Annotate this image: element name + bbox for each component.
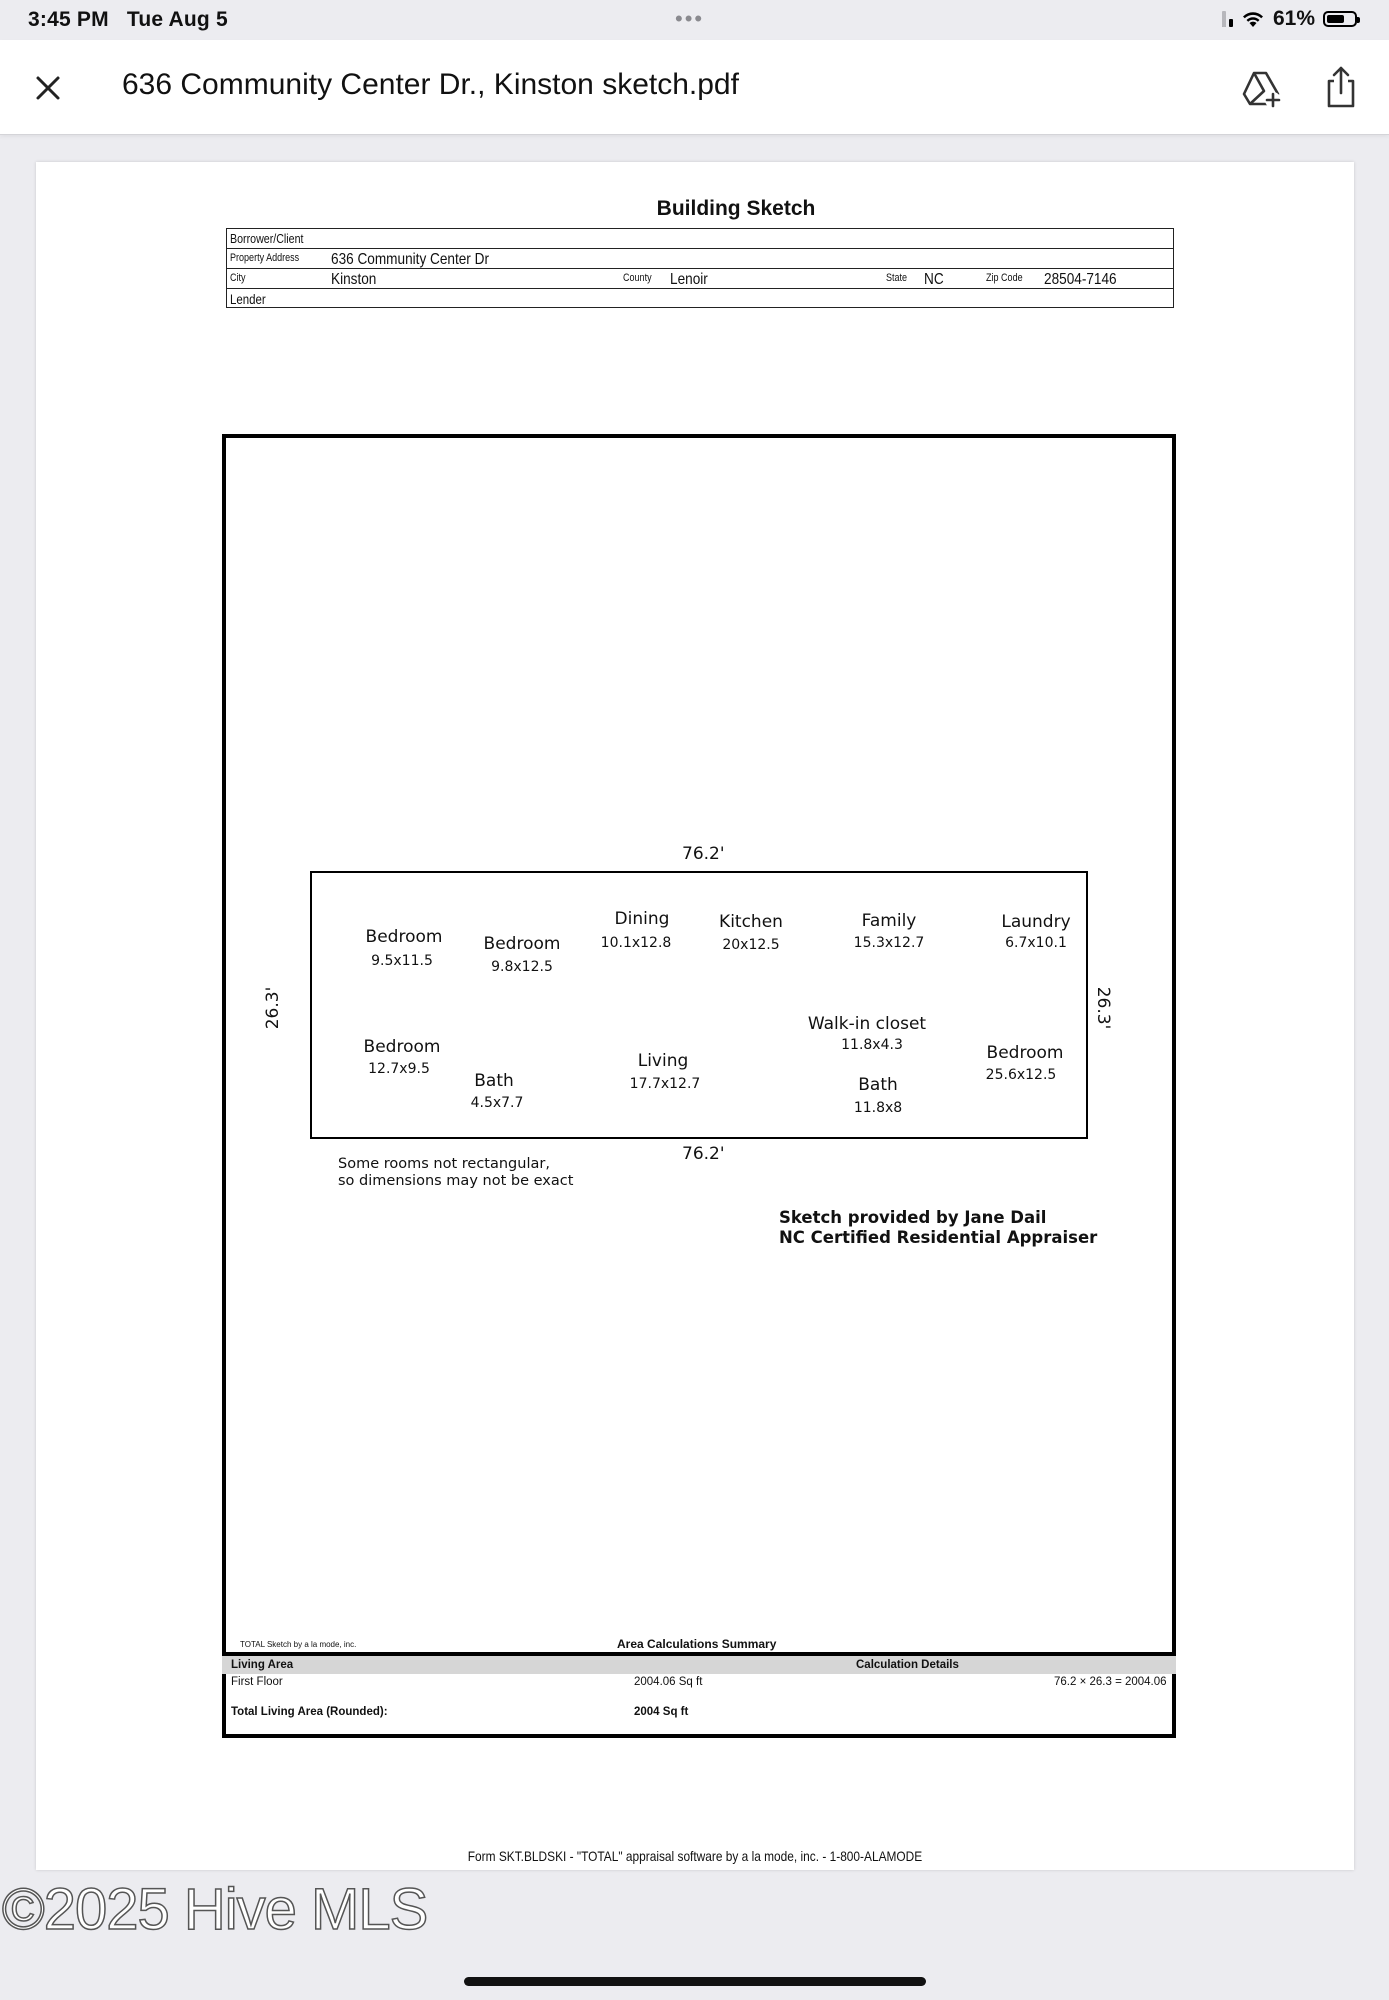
room-dims: 9.8x12.5 xyxy=(491,959,553,975)
dimension-note xyxy=(338,1156,573,1190)
total-living-area-value: 2004 Sq ft xyxy=(634,1706,689,1718)
first-floor-value: 2004.06 Sq ft xyxy=(634,1676,703,1688)
state-label: State xyxy=(886,272,908,284)
area-calculations-summary xyxy=(222,1652,1176,1734)
room-dims: 4.5x7.7 xyxy=(470,1095,524,1111)
pdf-page[interactable] xyxy=(36,162,1354,1870)
appraiser-credit xyxy=(779,1208,1097,1248)
room-name: Kitchen xyxy=(719,912,783,932)
battery-percent: 61% xyxy=(1272,7,1315,30)
room-name: Living xyxy=(637,1051,689,1071)
room-dims: 12.7x9.5 xyxy=(368,1061,430,1077)
room-name: Bath xyxy=(858,1075,898,1095)
more-dots-icon[interactable]: ••• xyxy=(675,6,705,31)
county-value: Lenoir xyxy=(670,271,708,288)
room-dims: 11.8x4.3 xyxy=(841,1037,903,1053)
status-bar xyxy=(0,0,1389,40)
borrower-label: Borrower/Client xyxy=(230,231,304,246)
battery-icon xyxy=(1323,11,1357,27)
bottom-dimension: 76.2' xyxy=(682,1144,725,1164)
credit-line: NC Certified Residential Appraiser xyxy=(779,1228,1098,1247)
wifi-icon xyxy=(1241,10,1265,28)
room-dims: 9.5x11.5 xyxy=(371,953,433,969)
property-row xyxy=(227,249,1173,269)
lender-row xyxy=(227,289,1173,309)
room-name: Family xyxy=(861,911,917,931)
cellular-signal-icon xyxy=(1222,11,1233,27)
share-button[interactable] xyxy=(1320,62,1362,112)
property-header-table xyxy=(226,228,1174,308)
home-indicator[interactable] xyxy=(464,1977,926,1986)
nav-bar xyxy=(0,40,1389,135)
close-icon xyxy=(28,68,68,108)
room-dims: 10.1x12.8 xyxy=(600,935,672,951)
room-dims: 11.8x8 xyxy=(853,1100,903,1116)
credit-line: Sketch provided by Jane Dail xyxy=(779,1208,1047,1227)
watermark: ©2025 Hive MLS xyxy=(2,1877,428,1942)
state-value: NC xyxy=(924,271,944,288)
summary-header-bar xyxy=(222,1656,1176,1674)
right-dimension: 26.3' xyxy=(1093,986,1113,1030)
date-text: Tue Aug 5 xyxy=(126,8,228,31)
add-to-drive-icon xyxy=(1238,65,1284,111)
form-footer: Form SKT.BLDSKI - "TOTAL" appraisal software by a la mode, inc. - 1-800-ALAMODE xyxy=(467,1848,923,1864)
software-note: TOTAL Sketch by a la mode, inc. xyxy=(240,1640,357,1649)
sketch-frame xyxy=(222,434,1176,1738)
room-name: Bedroom xyxy=(363,1037,441,1057)
room-dims: 17.7x12.7 xyxy=(629,1076,701,1092)
note-line: so dimensions may not be exact xyxy=(338,1173,574,1189)
room-name: Walk-in closet xyxy=(807,1014,927,1034)
first-floor-label: First Floor xyxy=(231,1676,283,1688)
total-living-area-label: Total Living Area (Rounded): xyxy=(231,1706,388,1718)
left-dimension: 26.3' xyxy=(263,986,283,1030)
close-button[interactable] xyxy=(28,68,68,108)
room-name: Laundry xyxy=(1001,912,1071,932)
room-name: Bedroom xyxy=(483,934,561,954)
top-dimension: 76.2' xyxy=(682,844,725,864)
property-value: 636 Community Center Dr xyxy=(331,251,489,268)
room-dims: 20x12.5 xyxy=(722,937,780,953)
city-row xyxy=(227,269,1173,289)
room-dims: 25.6x12.5 xyxy=(985,1067,1057,1083)
county-label: County xyxy=(623,272,652,284)
first-floor-calc: 76.2 × 26.3 = 2004.06 xyxy=(1054,1676,1167,1688)
floor-plan-outline xyxy=(310,871,1088,1139)
zip-value: 28504-7146 xyxy=(1044,271,1117,288)
room-name: Dining xyxy=(614,909,670,929)
share-icon xyxy=(1320,62,1362,112)
document-title: 636 Community Center Dr., Kinston sketch.pdf xyxy=(122,68,739,101)
room-name: Bedroom xyxy=(986,1043,1064,1063)
form-title: Building Sketch xyxy=(656,197,816,220)
add-to-drive-button[interactable] xyxy=(1238,65,1284,111)
status-time xyxy=(28,8,228,32)
city-value: Kinston xyxy=(331,271,377,288)
room-dims: 15.3x12.7 xyxy=(853,935,925,951)
calc-details-label: Calculation Details xyxy=(856,1659,959,1671)
lender-label: Lender xyxy=(230,291,266,307)
living-area-label: Living Area xyxy=(231,1659,294,1671)
note-line: Some rooms not rectangular, xyxy=(338,1156,550,1172)
property-label: Property Address xyxy=(230,252,300,264)
zip-label: Zip Code xyxy=(986,272,1023,284)
status-indicators xyxy=(1222,7,1357,31)
city-label: City xyxy=(230,272,246,284)
clock-text: 3:45 PM xyxy=(28,8,109,31)
area-summary-title: Area Calculations Summary xyxy=(617,1637,777,1651)
borrower-row xyxy=(227,229,1173,249)
room-dims: 6.7x10.1 xyxy=(1005,935,1067,951)
room-name: Bath xyxy=(474,1071,514,1091)
room-name: Bedroom xyxy=(365,927,443,947)
